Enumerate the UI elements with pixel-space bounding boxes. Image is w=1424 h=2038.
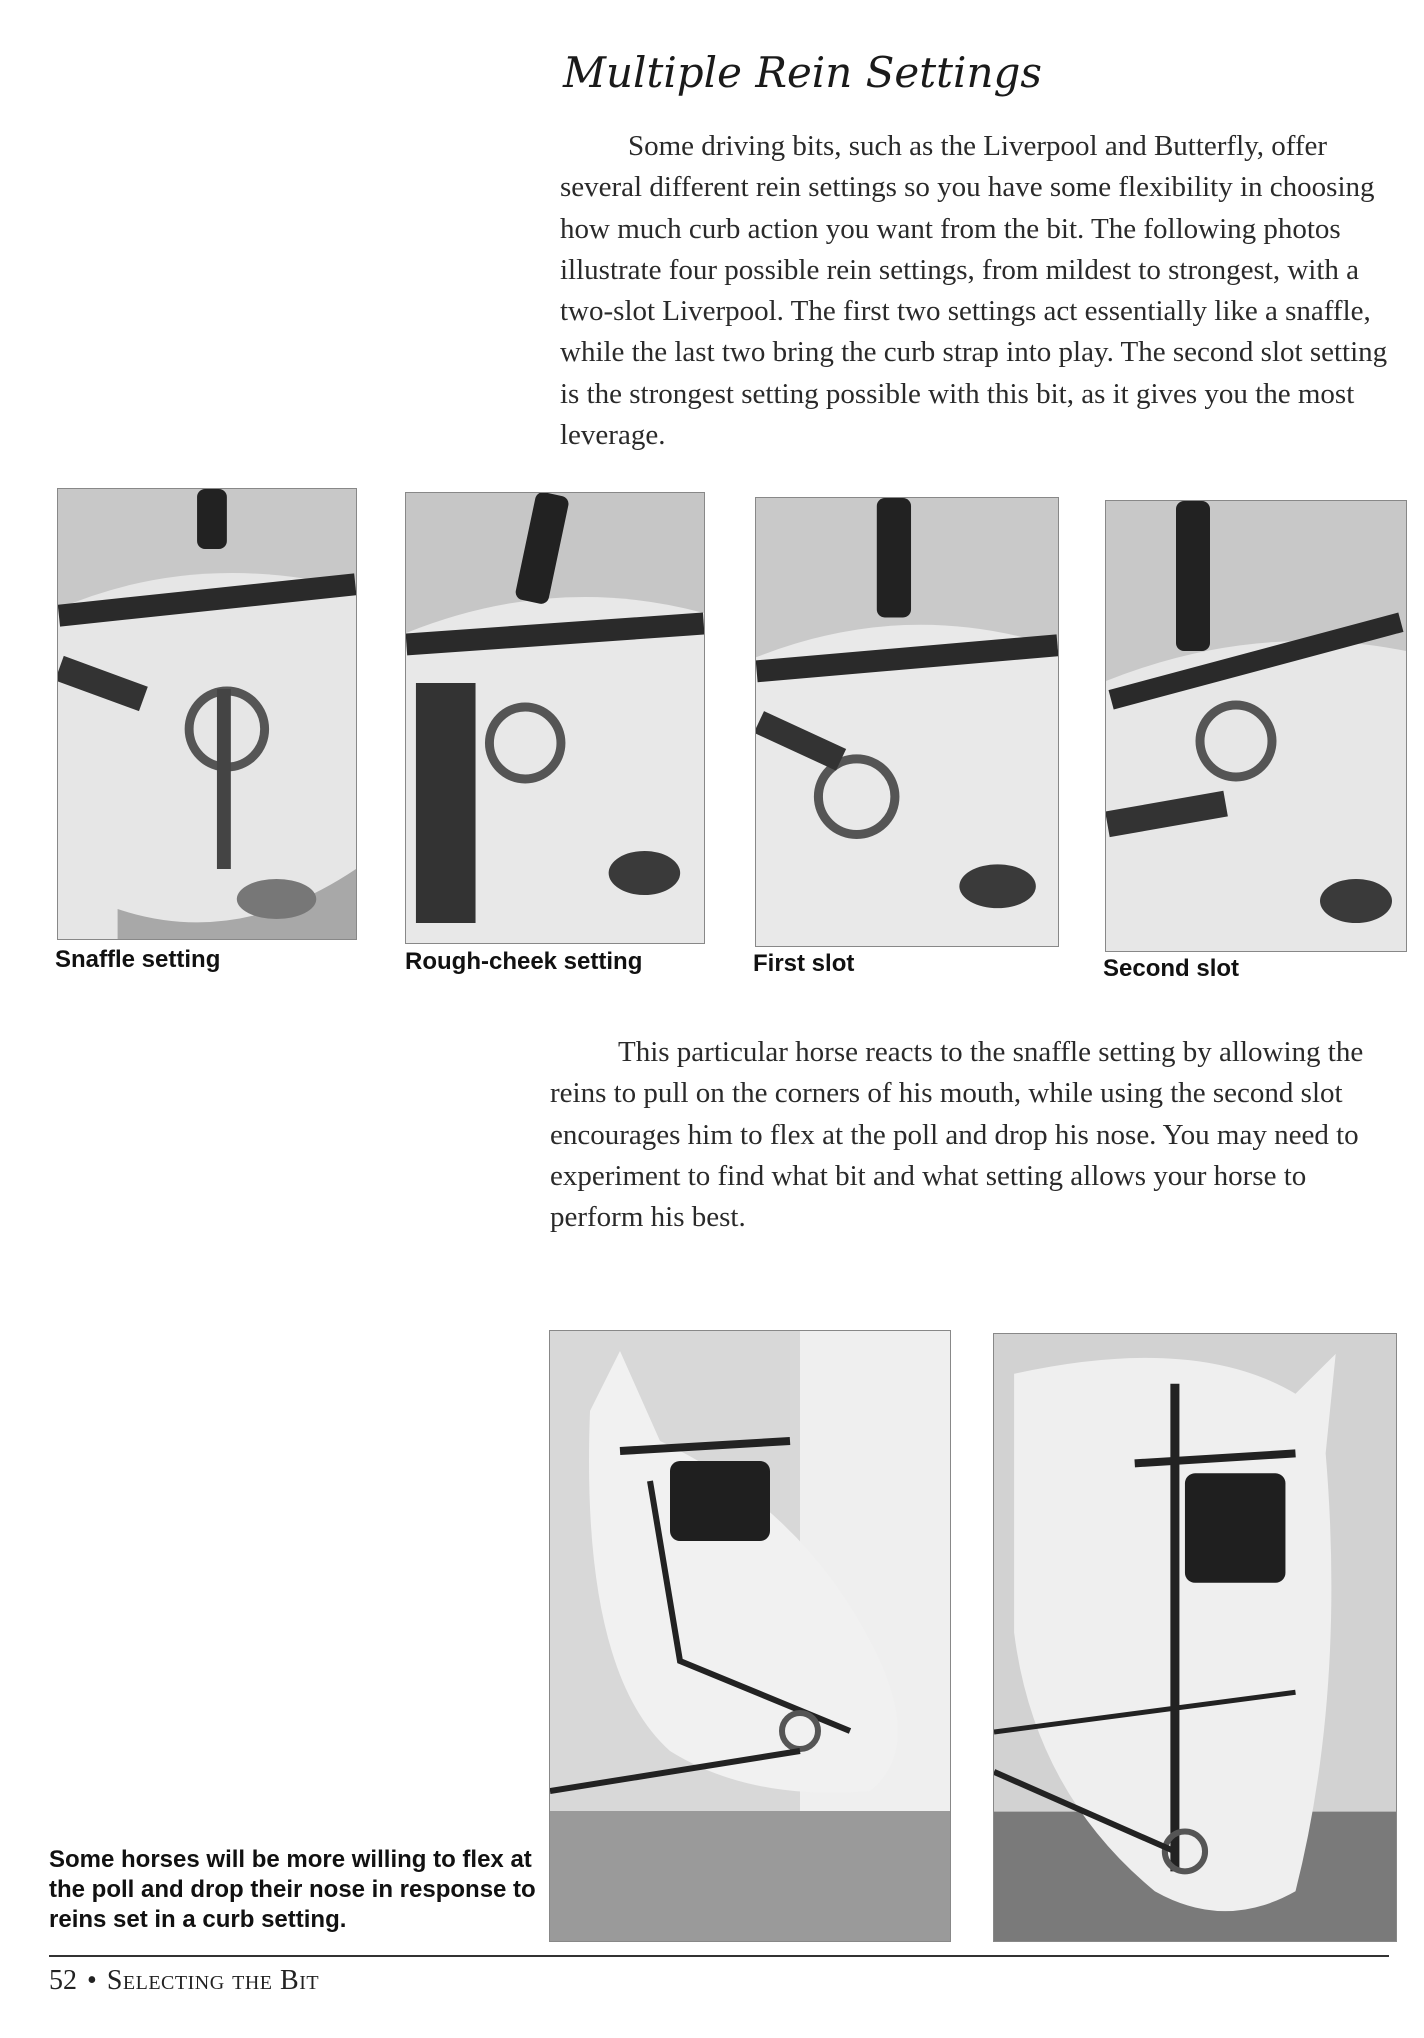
photo-horse-harness-right bbox=[993, 1333, 1397, 1942]
intro-paragraph: Some driving bits, such as the Liverpool and Butterfly, offer several different rein settings so you have some flexibility in choosing how much curb action you want from the bit. The following photos illustrate four possible rein settings, from mildest to strongest, with a two-slot Liverpool. The first two settings act essentially like a snaffle, while the last two bring the curb strap into play. The second slot setting is the strongest setting possible with this bit, as it gives you the most leverage. bbox=[560, 130, 1388, 452]
section-title: Multiple Rein Settings bbox=[563, 48, 1042, 97]
side-photo-caption: Some horses will be more willing to flex at the poll and drop their nose in response to reins set in a curb setting. bbox=[49, 1846, 536, 1933]
caption-second-slot: Second slot bbox=[1103, 955, 1240, 982]
photo-rough-cheek-setting bbox=[405, 492, 705, 944]
horse-head-image bbox=[994, 1334, 1396, 1941]
body-paragraph: This particular horse reacts to the snaffle setting by allowing the reins to pull on the corners of his mouth, while using the second slot encourages him to flex at the poll and drop his nose. You may need to experiment to find what bit and what setting allows your horse to perform his best. bbox=[550, 1036, 1364, 1234]
horse-bit-closeup-image bbox=[58, 489, 356, 939]
horse-bit-closeup-image bbox=[756, 498, 1058, 946]
horse-head-image bbox=[550, 1331, 950, 1941]
caption-first-slot: First slot bbox=[753, 950, 855, 977]
horse-bit-closeup-image bbox=[1106, 501, 1406, 951]
caption-rough-cheek-setting: Rough-cheek setting bbox=[405, 948, 643, 975]
footer-bullet: • bbox=[87, 1965, 97, 1996]
horse-bit-closeup-image bbox=[406, 493, 704, 943]
section-name: Selecting the Bit bbox=[106, 1965, 320, 1996]
photo-second-slot bbox=[1105, 500, 1407, 952]
footer-divider bbox=[49, 1955, 1389, 1957]
page-number: 52 bbox=[49, 1965, 77, 1996]
photo-horse-harness-left bbox=[549, 1330, 951, 1942]
photo-first-slot bbox=[755, 497, 1059, 947]
caption-snaffle-setting: Snaffle setting bbox=[55, 946, 221, 973]
photo-snaffle-setting bbox=[57, 488, 357, 940]
page-footer bbox=[49, 1965, 319, 1997]
